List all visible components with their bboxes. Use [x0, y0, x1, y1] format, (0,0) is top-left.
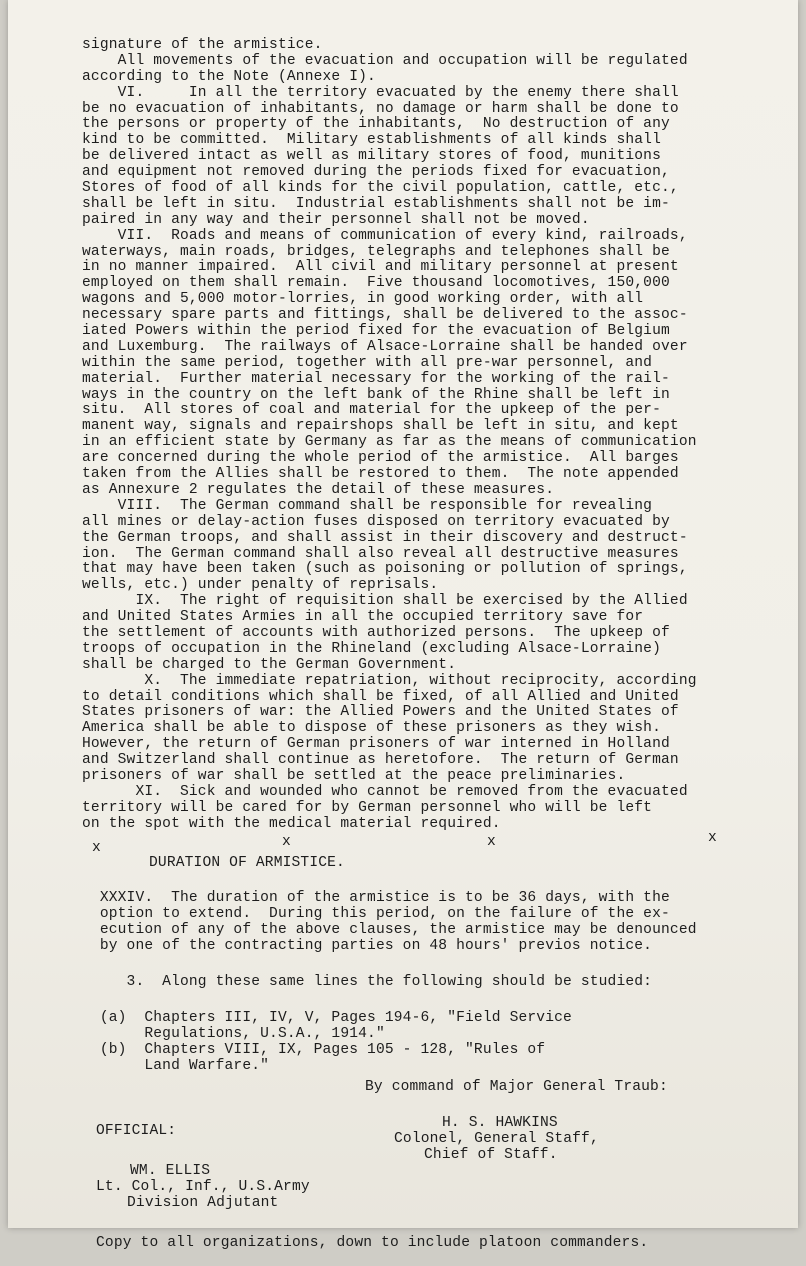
signer-rank: Colonel, General Staff, — [394, 1131, 599, 1148]
official-label: OFFICIAL: — [96, 1123, 177, 1140]
text-line: Regulations, U.S.A., 1914." — [82, 1025, 385, 1042]
text-line: (b) Chapters VIII, IX, Pages 105 - 128, "Rules of — [82, 1041, 546, 1058]
signer-title: Chief of Staff. — [424, 1147, 558, 1164]
text-line: in an efficient state by Germany as far as the means of communication — [82, 434, 697, 451]
text-line: XI. Sick and wounded who cannot be removed from the evacuated — [82, 783, 688, 800]
text-line: IX. The right of requisition shall be exercised by the Allied — [82, 593, 688, 610]
text-line: to detail conditions which shall be fixed, of all Allied and United — [82, 688, 679, 705]
text-line: and United States Armies in all the occupied territory save for — [82, 609, 644, 626]
text-line: and Switzerland shall continue as heretofore. The return of German — [82, 752, 679, 769]
text-line: employed on them shall remain. Five thousand locomotives, 150,000 — [82, 275, 670, 292]
text-line: be no evacuation of inhabitants, no damage or harm shall be done to — [82, 100, 679, 117]
x-mark: x — [282, 833, 291, 850]
by-command: By command of Major General Traub: — [365, 1079, 668, 1096]
text-line: VIII. The German command shall be responsible for revealing — [82, 497, 653, 514]
text-line: Stores of food of all kinds for the civil population, cattle, etc., — [82, 180, 679, 197]
text-line: situ. All stores of coal and material for the upkeep of the per- — [82, 402, 661, 419]
text-line: ways in the country on the left bank of the Rhine shall be left in — [82, 386, 670, 403]
text-line: ecution of any of the above clauses, the armistice may be denounced — [82, 922, 697, 939]
text-line: the settlement of accounts with authorized persons. The upkeep of — [82, 624, 670, 641]
text-line: shall be left in situ. Industrial establishments shall not be im- — [82, 195, 670, 212]
text-line: signature of the armistice. — [82, 37, 323, 53]
text-line: as Annexure 2 regulates the detail of these measures. — [82, 481, 555, 498]
signature-block — [82, 1116, 752, 1266]
text-line: the persons or property of the inhabitants, No destruction of any — [82, 116, 670, 133]
text-line: necessary spare parts and fittings, shall be delivered to the assoc- — [82, 307, 688, 324]
official-name: WM. ELLIS — [130, 1163, 211, 1180]
text-line: manent way, signals and repairshops shall be left in situ, and kept — [82, 418, 679, 435]
text-line: All movements of the evacuation and occupation will be regulated — [82, 52, 688, 69]
text-line: troops of occupation in the Rhineland (excluding Alsace-Lorraine) — [82, 640, 661, 657]
text-line: all mines or delay-action fuses disposed on territory evacuated by — [82, 513, 670, 530]
text-line: America shall be able to dispose of these prisoners as they wish. — [82, 720, 661, 737]
duration-heading: DURATION OF ARMISTICE. — [149, 854, 345, 871]
document-text — [82, 38, 752, 1266]
text-line: option to extend. During this period, on the failure of the ex- — [82, 906, 670, 923]
text-line: VII. Roads and means of communication of every kind, railroads, — [82, 227, 688, 244]
text-line: wells, etc.) under penalty of reprisals. — [82, 577, 439, 594]
references — [82, 1011, 752, 1075]
text-line: kind to be committed. Military establishments of all kinds shall — [82, 132, 661, 149]
text-line: and Luxemburg. The railways of Alsace-Lorraine shall be handed over — [82, 338, 688, 355]
text-line: waterways, main roads, bridges, telegraphs and telephones shall be — [82, 243, 670, 260]
text-line: in no manner impaired. All civil and military personnel at present — [82, 259, 679, 276]
x-mark: x — [92, 839, 101, 856]
x-mark: x — [487, 833, 496, 850]
item-3: 3. Along these same lines the following should be studied: — [82, 973, 653, 990]
text-line: shall be charged to the German Government. — [82, 656, 457, 673]
official-rank: Lt. Col., Inf., U.S.Army — [96, 1179, 310, 1196]
document-page — [8, 0, 798, 1252]
text-line: within the same period, together with all pre-war personnel, and — [82, 354, 653, 371]
text-line: States prisoners of war: the Allied Powers and the United States of — [82, 704, 679, 721]
clause-xxxiv — [82, 891, 752, 955]
text-line: that may have been taken (such as poisoning or pollution of springs, — [82, 561, 688, 578]
text-line: the German troops, and shall assist in their discovery and destruct- — [82, 529, 688, 546]
text-line: prisoners of war shall be settled at the peace preliminaries. — [82, 767, 626, 784]
text-line: iated Powers within the period fixed for the evacuation of Belgium — [82, 323, 670, 340]
armistice-terms-body — [82, 38, 752, 833]
x-mark: x — [708, 829, 717, 846]
text-line: by one of the contracting parties on 48 hours' previos notice. — [82, 938, 653, 955]
text-line: (a) Chapters III, IV, V, Pages 194-6, "Field Service — [82, 1009, 572, 1026]
text-line: on the spot with the medical material required. — [82, 815, 501, 832]
x-marks-row — [82, 829, 752, 856]
text-line: and equipment not removed during the periods fixed for evacuation, — [82, 164, 670, 181]
text-line: However, the return of German prisoners of war interned in Holland — [82, 736, 670, 753]
text-line: be delivered intact as well as military stores of food, munitions — [82, 148, 661, 165]
official-title: Division Adjutant — [127, 1195, 279, 1212]
text-line: wagons and 5,000 motor-lorries, in good working order, with all — [82, 291, 644, 308]
text-line: according to the Note (Annexe I). — [82, 68, 376, 85]
text-line: X. The immediate repatriation, without reciprocity, according — [82, 672, 697, 689]
text-line: territory will be cared for by German personnel who will be left — [82, 799, 653, 816]
distribution-note: Copy to all organizations, down to include platoon commanders. — [96, 1235, 649, 1252]
text-line: ion. The German command shall also reveal all destructive measures — [82, 545, 679, 562]
text-line: taken from the Allies shall be restored to them. The note appended — [82, 466, 679, 483]
signer-name: H. S. HAWKINS — [442, 1115, 558, 1132]
text-line: paired in any way and their personnel shall not be moved. — [82, 211, 590, 228]
text-line: material. Further material necessary for the working of the rail- — [82, 370, 670, 387]
text-line: Land Warfare." — [82, 1057, 270, 1074]
text-line: VI. In all the territory evacuated by the enemy there shall — [82, 84, 679, 101]
text-line: are concerned during the whole period of the armistice. All barges — [82, 450, 679, 467]
text-line: XXXIV. The duration of the armistice is to be 36 days, with the — [82, 890, 670, 907]
